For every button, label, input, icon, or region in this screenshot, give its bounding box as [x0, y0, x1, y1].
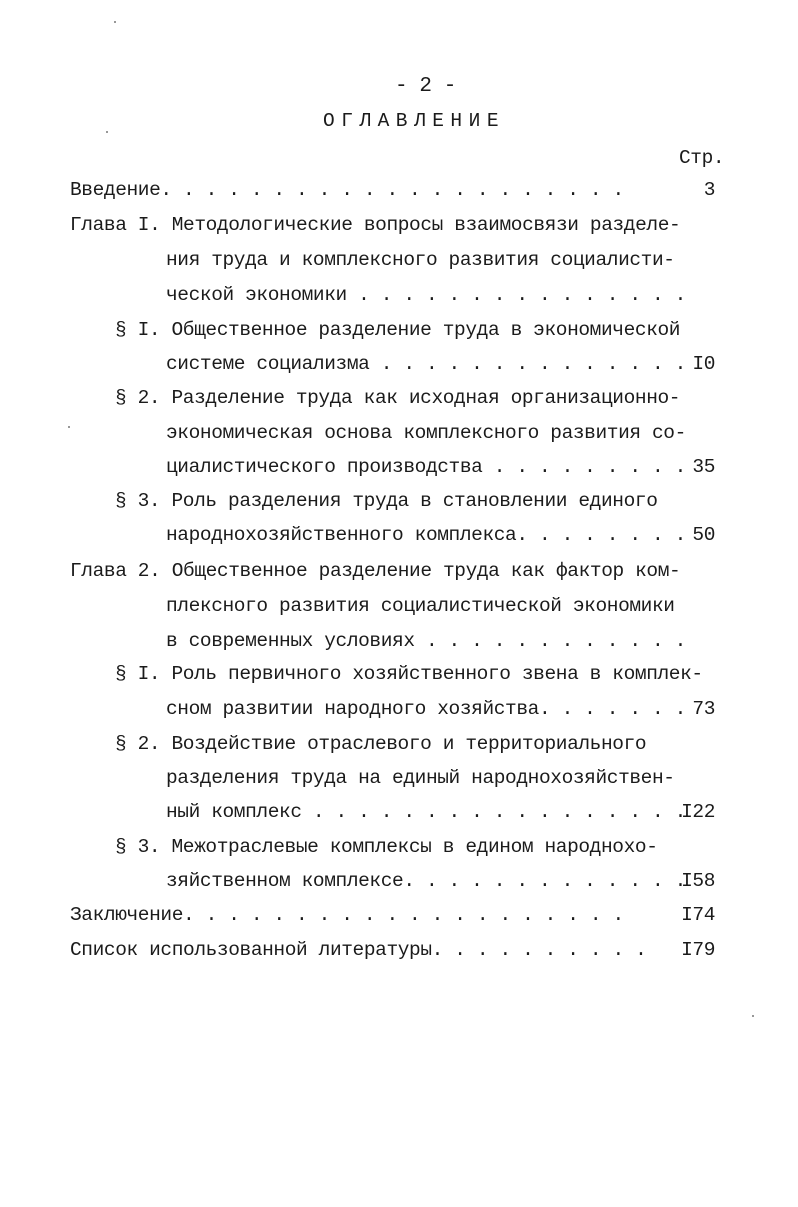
toc-page-ch2-s1: 73: [692, 698, 715, 720]
toc-line-ch1-s1-a: § I. Общественное разделение труда в экономической: [115, 319, 681, 341]
toc-page-ch2-s3: I58: [681, 870, 715, 892]
toc-page-conclusion: I74: [681, 904, 715, 926]
toc-line-ch2-s2-c: ный комплекс . . . . . . . . . . . . . . . . .: [166, 801, 686, 823]
toc-line-chapter2-b: плексного развития социалистической экономики: [166, 595, 675, 617]
pages-column-label: Стр.: [679, 147, 725, 169]
toc-page-ch1-s2: 35: [692, 456, 715, 478]
toc-line-chapter1-a: Глава I. Методологические вопросы взаимосвязи разделе-: [70, 214, 681, 236]
toc-line-ch2-s3-a: § 3. Межотраслевые комплексы в едином народнохо-: [115, 836, 658, 858]
toc-line-ch1-s1-b: системе социализма . . . . . . . . . . . . . .: [166, 353, 686, 375]
toc-page-ch1-s1: I0: [692, 353, 715, 375]
toc-line-ch2-s2-b: разделения труда на единый народнохозяйствен-: [166, 767, 675, 789]
scan-speck: [114, 21, 116, 23]
toc-line-chapter2-c: в современных условиях . . . . . . . . . . . .: [166, 630, 686, 652]
toc-line-ch2-s3-b: зяйственном комплексе. . . . . . . . . . . . .: [166, 870, 686, 892]
toc-line-ch1-s2-c: циалистического производства . . . . . . . . .: [166, 456, 686, 478]
toc-line-ch1-s2-b: экономическая основа комплексного развития со-: [166, 422, 686, 444]
toc-line-ch2-s1-a: § I. Роль первичного хозяйственного звена в комплек-: [115, 663, 703, 685]
toc-line-chapter1-c: ческой экономики . . . . . . . . . . . . . . .: [166, 284, 686, 306]
toc-line-chapter2-a: Глава 2. Общественное разделение труда как фактор ком-: [70, 560, 681, 582]
toc-line-conclusion: Заключение. . . . . . . . . . . . . . . . . . . .: [70, 904, 624, 926]
toc-heading: ОГЛАВЛЕНИЕ: [323, 110, 506, 132]
toc-line-ch1-s3-a: § 3. Роль разделения труда в становлении единого: [115, 490, 658, 512]
toc-page-ch2-s2: I22: [681, 801, 715, 823]
toc-line-bibliography: Список использованной литературы. . . . . . . . . .: [70, 939, 647, 961]
toc-page-ch1-s3: 50: [692, 524, 715, 546]
toc-line-ch1-s3-b: народнохозяйственного комплекса. . . . . . . .: [166, 524, 686, 546]
toc-page-intro: 3: [703, 179, 715, 201]
scan-speck: [68, 426, 70, 428]
toc-line-ch2-s1-b: сном развитии народного хозяйства. . . . . . .: [166, 698, 686, 720]
scan-speck: [752, 1015, 754, 1017]
toc-line-intro: Введение. . . . . . . . . . . . . . . . . . . . .: [70, 179, 624, 201]
toc-page-bibliography: I79: [681, 939, 715, 961]
page-number: - 2 -: [395, 75, 457, 98]
toc-line-chapter1-b: ния труда и комплексного развития социалисти-: [166, 249, 675, 271]
toc-line-ch2-s2-a: § 2. Воздействие отраслевого и территориального: [115, 733, 647, 755]
scan-speck: [106, 131, 108, 133]
toc-line-ch1-s2-a: § 2. Разделение труда как исходная организационно-: [115, 387, 681, 409]
